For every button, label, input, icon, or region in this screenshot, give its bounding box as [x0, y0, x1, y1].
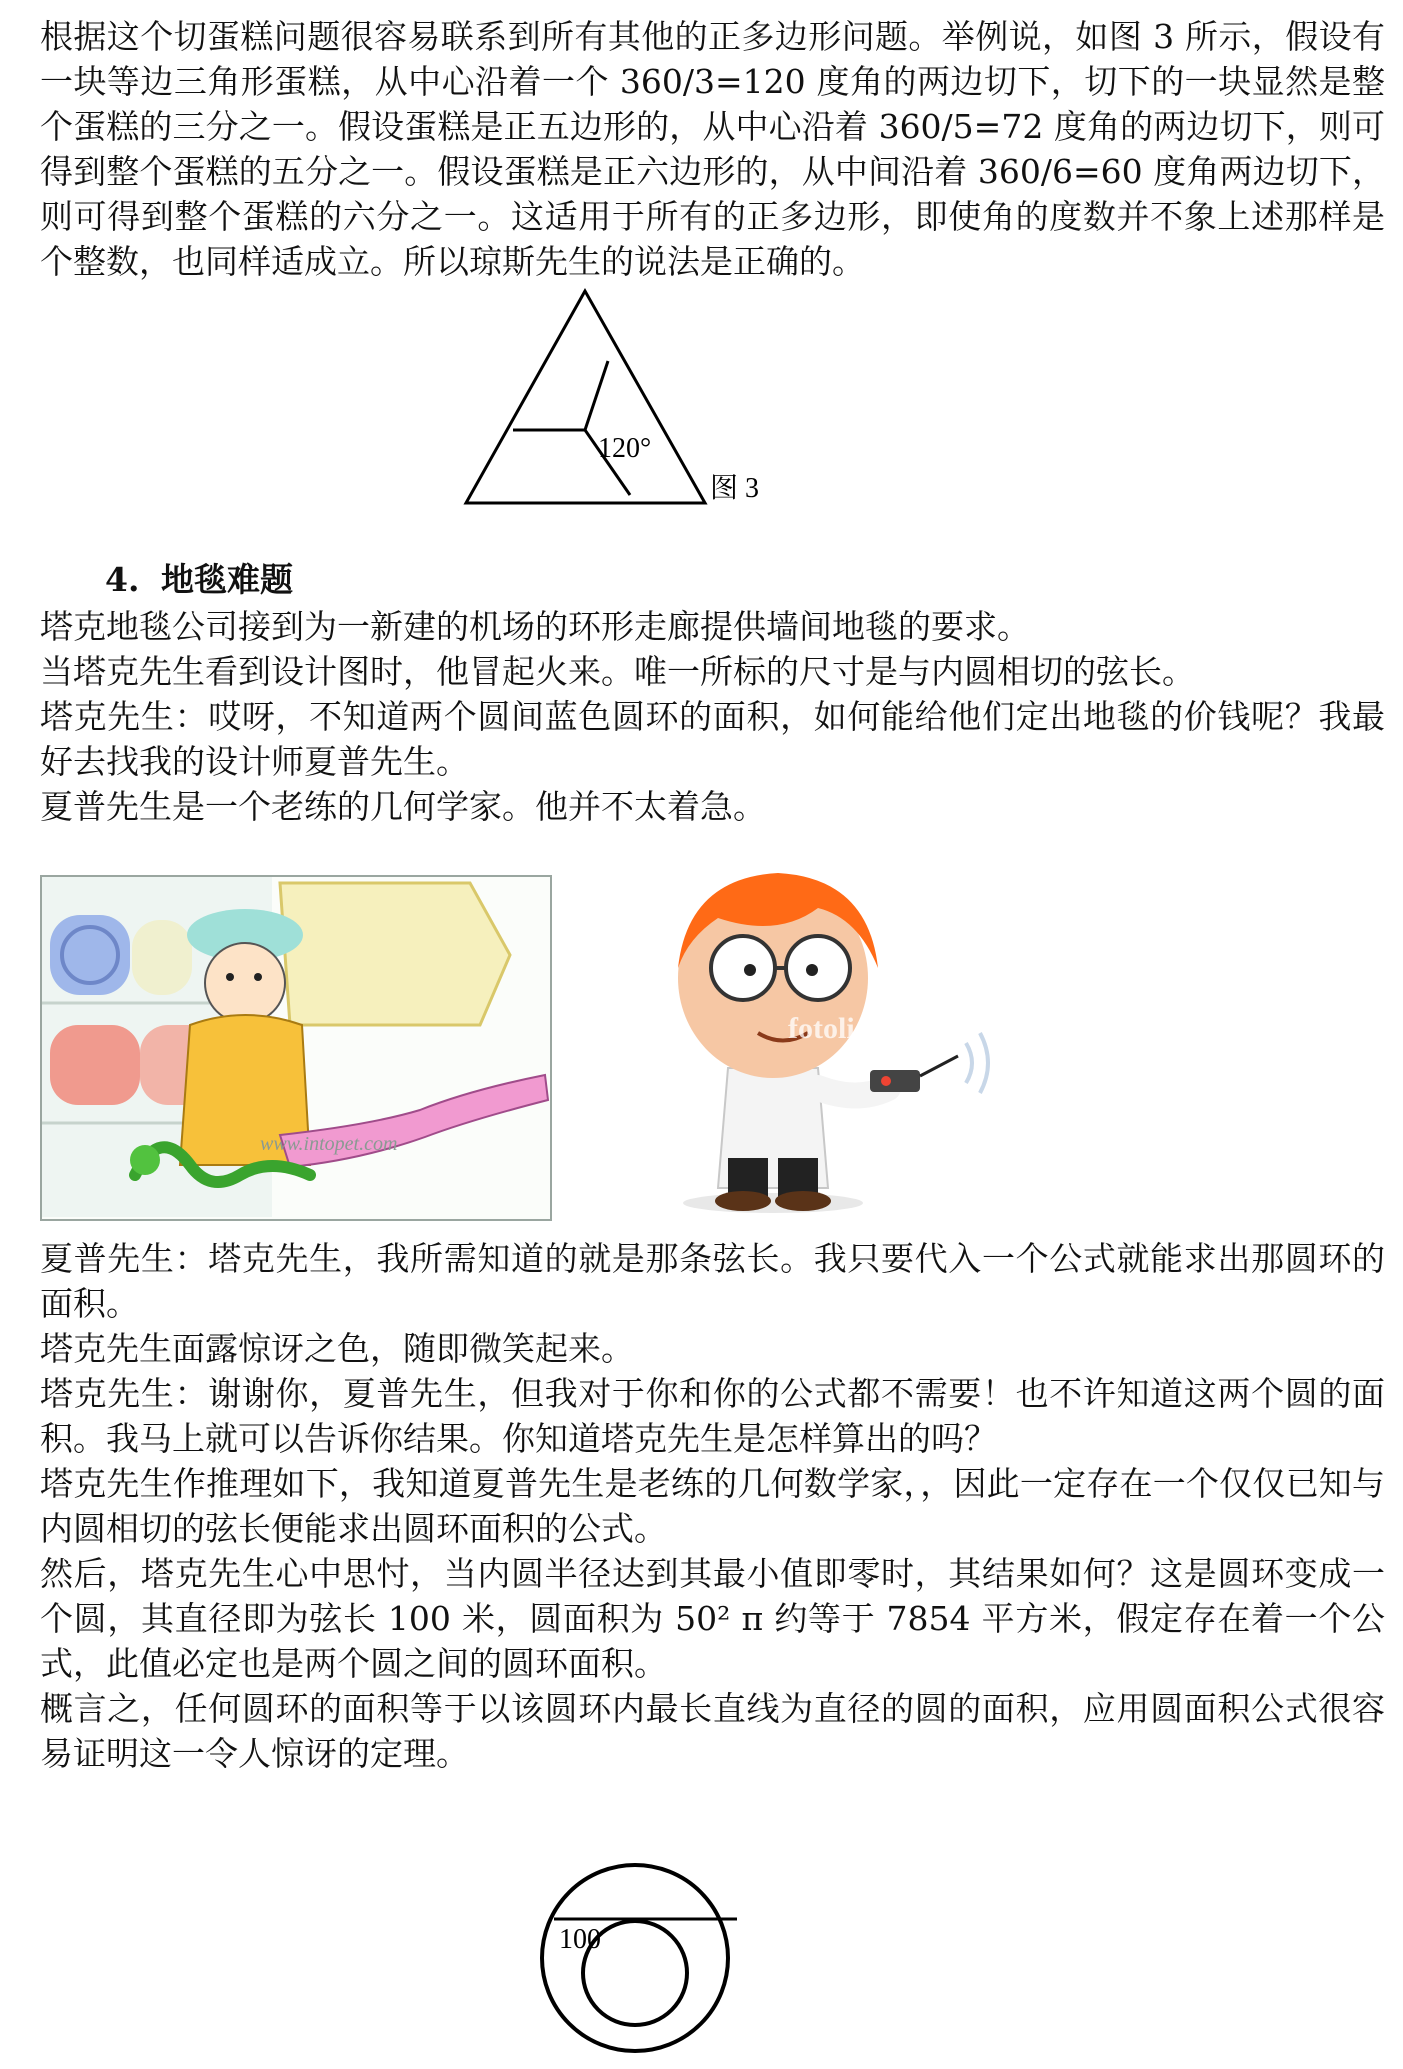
- dialogue-line: 塔克先生：谢谢你，夏普先生，但我对于你和你的公式都不需要！也不许知道这两个圆的面积。我马上就可以告诉你结果。你知道塔克先生是怎样算出的吗？: [40, 1374, 1385, 1458]
- dialogue-line: 然后，塔克先生心中思忖，当内圆半径达到其最小值即零时，其结果如何？这是圆环变成一个圆，其直径即为弦长 100 米，圆面积为 50² π 约等于 7854 平方米，假定存在着一个公式，此值必定也是两个圆之间的圆环面积。: [40, 1554, 1385, 1683]
- dialogue-line: 塔克先生面露惊讶之色，随即微笑起来。: [40, 1329, 634, 1368]
- section-heading: [105, 557, 293, 602]
- story-line: 当塔克先生看到设计图时，他冒起火来。唯一所标的尺寸是与内圆相切的弦长。: [40, 652, 1195, 691]
- scientist-watermark: fotolia: [788, 1012, 870, 1045]
- section-number: 4.: [105, 560, 140, 599]
- dialogue-line: 夏普先生：塔克先生，我所需知道的就是那条弦长。我只要代入一个公式就能求出那圆环的面积。: [40, 1239, 1385, 1323]
- dialogue-block: [40, 1236, 1385, 1776]
- dialogue-line: 概言之，任何圆环的面积等于以该圆环内最长直线为直径的圆的面积，应用圆面积公式很容易证明这一令人惊讶的定理。: [40, 1689, 1385, 1773]
- scientist-with-remote-illustration: [658, 858, 998, 1218]
- intro-paragraph: 根据这个切蛋糕问题很容易联系到所有其他的正多边形问题。举例说，如图 3 所示，假设有一块等边三角形蛋糕，从中心沿着一个 360/3=120 度角的两边切下，切下的一块显然是整个蛋糕的三分之一。假设蛋糕是正五边形的，从中心沿着 360/5=72 度角的两边切下，则可得到整个蛋糕的五分之一。假设蛋糕是正六边形的，从中间沿着 360/6=60 度角两边切下，则可得到整个蛋糕的六分之一。这适用于所有的正多边形，即使角的度数并不象上述那样是个整数，也同样适成立。所以琼斯先生的说法是正确的。: [40, 17, 1385, 281]
- story-line: 塔克先生：哎呀，不知道两个圆间蓝色圆环的面积，如何能给他们定出地毯的价钱呢？我最好去找我的设计师夏普先生。: [40, 697, 1385, 781]
- dialogue-line: 塔克先生作推理如下，我知道夏普先生是老练的几何数学家，，因此一定存在一个仅仅已知与内圆相切的弦长便能求出圆环面积的公式。: [40, 1464, 1385, 1548]
- annulus-chord-diagram: [535, 1855, 775, 2065]
- figure-3-caption: 图 3: [710, 473, 760, 504]
- story-line: 夏普先生是一个老练的几何学家。他并不太着急。: [40, 787, 766, 826]
- section-title: 地毯难题: [160, 560, 293, 599]
- angle-label: 120°: [598, 433, 652, 464]
- carpet-shop-illustration: [40, 875, 552, 1221]
- carpet-watermark: www.intopet.com: [260, 1133, 398, 1155]
- chord-length-label: 100: [559, 1924, 601, 1955]
- story-block: [40, 604, 1385, 829]
- figure-3-triangle-diagram: [440, 285, 780, 515]
- story-line: 塔克地毯公司接到为一新建的机场的环形走廊提供墙间地毯的要求。: [40, 607, 1030, 646]
- cut-line-top: [585, 361, 608, 430]
- triangle-outline: [466, 291, 705, 503]
